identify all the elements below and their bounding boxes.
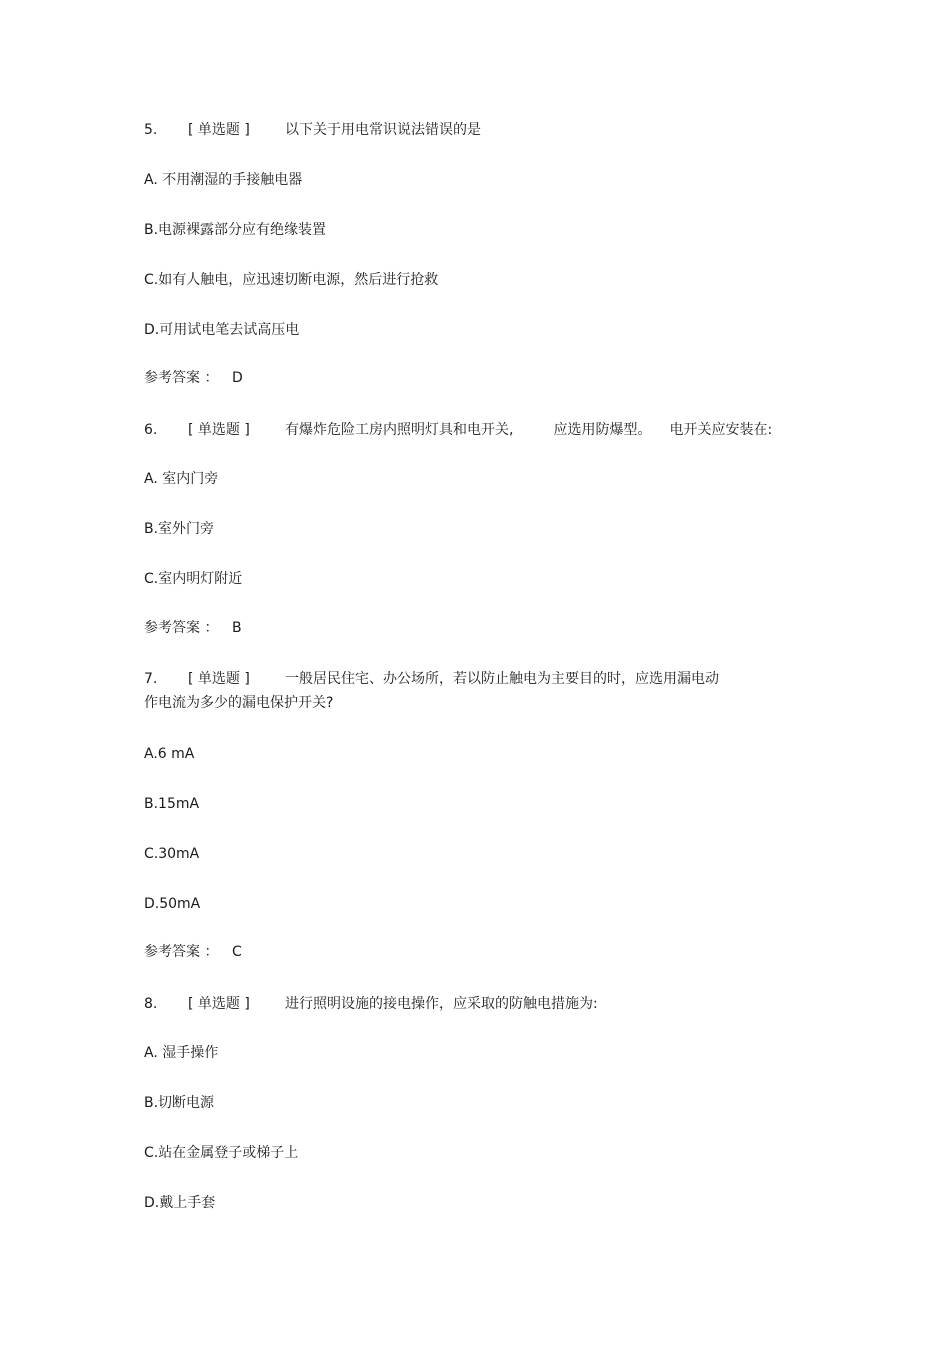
question-number: 5.	[144, 122, 158, 138]
question-stem-line-1: 一般居民住宅、办公场所，若以防止触电为主要目的时，应选用漏电动	[285, 671, 719, 687]
question-type: [ 单选题 ]	[188, 122, 250, 138]
question-7-answer	[144, 943, 242, 961]
question-8-option-d: D.戴上手套	[144, 1195, 216, 1211]
question-5-option-c: C.如有人触电，应迅速切断电源，然后进行抢救	[144, 272, 439, 288]
answer-label: 参考答案 ：	[144, 370, 219, 386]
question-6-option-c: C.室内明灯附近	[144, 571, 243, 587]
question-5-option-a: A. 不用潮湿的手接触电器	[144, 172, 303, 188]
question-7-option-a: A.6 mA	[144, 746, 195, 762]
answer-label: 参考答案 ：	[144, 944, 219, 960]
question-7-option-b: B.15mA	[144, 796, 200, 812]
question-7-header	[144, 670, 719, 688]
question-5-answer	[144, 369, 243, 387]
question-6-option-b: B.室外门旁	[144, 521, 215, 537]
question-number: 8.	[144, 996, 158, 1012]
question-8-option-c: C.站在金属登子或梯子上	[144, 1145, 299, 1161]
question-stem: 进行照明设施的接电操作，应采取的防触电措施为:	[285, 996, 598, 1012]
question-7-option-d: D.50mA	[144, 896, 201, 912]
answer-label: 参考答案 ：	[144, 620, 219, 636]
question-6-answer	[144, 619, 242, 637]
answer-value: B	[232, 620, 242, 636]
question-stem-part-3: 电开关应安装在:	[669, 422, 773, 438]
question-type: [ 单选题 ]	[188, 996, 250, 1012]
question-type: [ 单选题 ]	[188, 671, 250, 687]
question-5-option-b: B.电源裸露部分应有绝缘装置	[144, 222, 327, 238]
question-5-header	[144, 121, 481, 139]
answer-value: D	[232, 370, 243, 386]
question-stem-part-1: 有爆炸危险工房内照明灯具和电开关,	[285, 422, 514, 438]
question-6-option-a: A. 室内门旁	[144, 471, 219, 487]
question-stem-part-2: 应选用防爆型。	[553, 422, 652, 438]
question-number: 7.	[144, 671, 158, 687]
question-8-option-a: A. 湿手操作	[144, 1045, 219, 1061]
question-7-stem-line-2: 作电流为多少的漏电保护开关?	[144, 695, 334, 711]
question-number: 6.	[144, 422, 158, 438]
question-5-option-d: D.可用试电笔去试高压电	[144, 322, 300, 338]
question-7-option-c: C.30mA	[144, 846, 200, 862]
question-6-header	[144, 421, 772, 439]
question-8-option-b: B.切断电源	[144, 1095, 215, 1111]
question-stem: 以下关于用电常识说法错误的是	[285, 122, 481, 138]
answer-value: C	[232, 944, 242, 960]
question-type: [ 单选题 ]	[188, 422, 250, 438]
question-8-header	[144, 995, 598, 1013]
